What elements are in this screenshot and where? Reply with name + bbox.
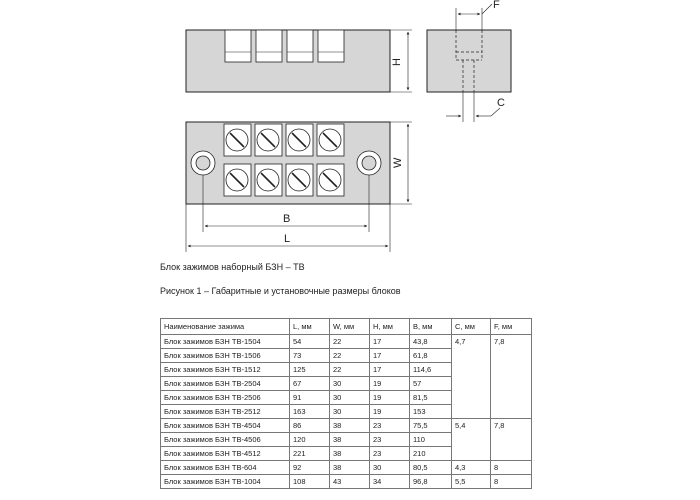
cell-f-group: 7,8 [491,335,532,419]
cell-h: 17 [370,349,410,363]
cell-w: 22 [330,363,370,377]
cell-name: Блок зажимов БЗН ТВ-604 [161,461,290,475]
cell-l: 163 [290,405,330,419]
cell-w: 43 [330,475,370,489]
cell-f: 8 [491,461,532,475]
cell-w: 38 [330,447,370,461]
cell-l: 73 [290,349,330,363]
label-c: C [497,97,505,109]
cell-w: 22 [330,349,370,363]
header-name: Наименование зажима [161,319,290,335]
top-view [186,122,412,252]
cell-h: 30 [370,461,410,475]
label-f: F [493,0,500,11]
cell-h: 19 [370,405,410,419]
header-w: W, мм [330,319,370,335]
side-view [427,0,511,122]
cell-h: 19 [370,377,410,391]
table-row [161,475,532,489]
cell-h: 23 [370,433,410,447]
header-c: C, мм [452,319,491,335]
label-l: L [284,233,291,245]
cell-b: 57 [410,377,452,391]
dimension-f [456,4,492,30]
dimensions-table [160,318,532,489]
cell-l: 54 [290,335,330,349]
cell-name: Блок зажимов БЗН ТВ-2506 [161,391,290,405]
label-h: H [391,58,403,66]
cell-c-group: 4,7 [452,335,491,419]
cell-h: 23 [370,419,410,433]
cell-b: 114,6 [410,363,452,377]
cell-l: 86 [290,419,330,433]
header-b: B, мм [410,319,452,335]
front-view [186,30,412,92]
cell-c-group: 5,4 [452,419,491,461]
figure-caption: Рисунок 1 – Габаритные и установочные размеры блоков [160,286,401,296]
cell-name: Блок зажимов БЗН ТВ-1506 [161,349,290,363]
label-b: B [283,213,291,225]
label-w: W [392,157,404,168]
mounting-hole-right [357,151,381,175]
cell-b: 75,5 [410,419,452,433]
cell-b: 110 [410,433,452,447]
cell-l: 221 [290,447,330,461]
cell-l: 120 [290,433,330,447]
cell-h: 19 [370,391,410,405]
cell-l: 91 [290,391,330,405]
cell-b: 80,5 [410,461,452,475]
cell-name: Блок зажимов БЗН ТВ-2512 [161,405,290,419]
cell-l: 92 [290,461,330,475]
cell-w: 30 [330,377,370,391]
cell-name: Блок зажимов БЗН ТВ-1004 [161,475,290,489]
cell-c: 5,5 [452,475,491,489]
cell-b: 153 [410,405,452,419]
cell-name: Блок зажимов БЗН ТВ-2504 [161,377,290,391]
table-header-row [161,319,532,335]
cell-w: 38 [330,461,370,475]
cell-h: 34 [370,475,410,489]
header-f: F, мм [491,319,532,335]
header-l: L, мм [290,319,330,335]
cell-w: 38 [330,433,370,447]
cell-l: 108 [290,475,330,489]
cell-l: 67 [290,377,330,391]
block-name-caption: Блок зажимов наборный БЗН – ТВ [160,262,305,272]
cell-h: 23 [370,447,410,461]
table-row [161,461,532,475]
cell-h: 17 [370,363,410,377]
cell-name: Блок зажимов БЗН ТВ-4506 [161,433,290,447]
cell-b: 81,5 [410,391,452,405]
table-row [161,335,532,349]
header-h: H, мм [370,319,410,335]
cell-b: 43,8 [410,335,452,349]
cell-b: 210 [410,447,452,461]
cell-h: 17 [370,335,410,349]
cell-name: Блок зажимов БЗН ТВ-1504 [161,335,290,349]
cell-b: 61,8 [410,349,452,363]
cell-f: 8 [491,475,532,489]
cell-l: 125 [290,363,330,377]
cell-name: Блок зажимов БЗН ТВ-4504 [161,419,290,433]
dimension-c [446,92,500,122]
cell-name: Блок зажимов БЗН ТВ-4512 [161,447,290,461]
cell-w: 38 [330,419,370,433]
mounting-hole-left [191,151,215,175]
cell-c: 4,3 [452,461,491,475]
cell-f-group: 7,8 [491,419,532,461]
cell-w: 30 [330,405,370,419]
cell-name: Блок зажимов БЗН ТВ-1512 [161,363,290,377]
cell-w: 22 [330,335,370,349]
cell-b: 96,8 [410,475,452,489]
cell-w: 30 [330,391,370,405]
table-row [161,419,532,433]
